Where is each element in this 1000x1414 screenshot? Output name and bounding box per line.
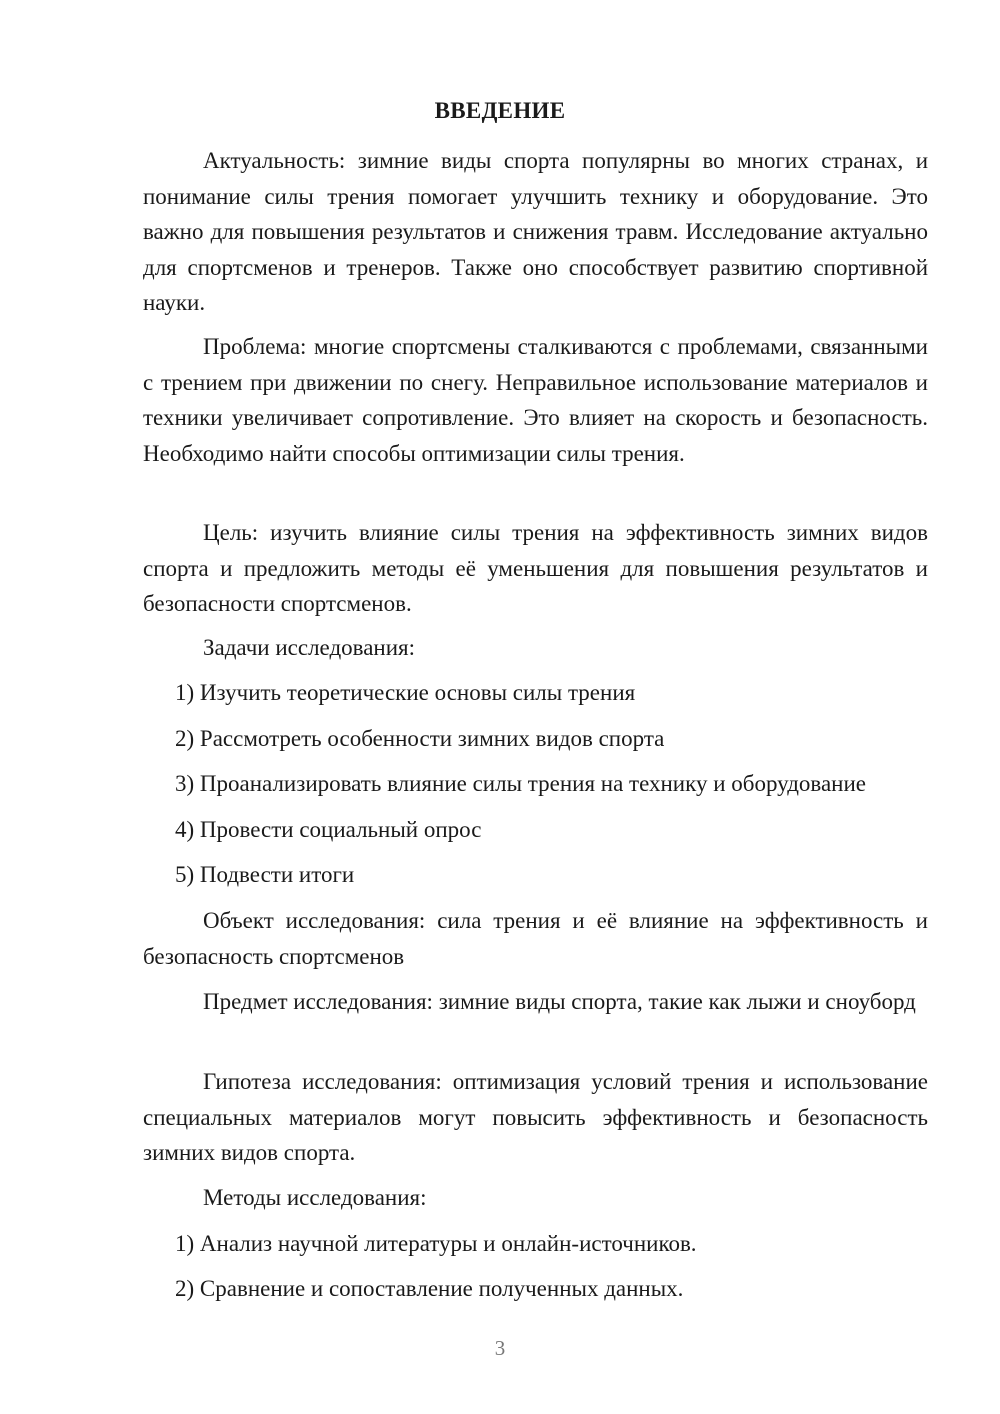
paragraph-problem: Проблема: многие спортсмены сталкиваются с проблемами, связанными с трением при движении по снегу. Неправильное использование материалов и техники увеличивает сопротивление. Это влияет на скорость и безопасность. Необходимо найти способы оптимизации силы трения. (143, 334, 928, 466)
task-item-4: 4) Провести социальный опрос (175, 817, 482, 842)
paragraph-goal: Цель: изучить влияние силы трения на эффективность зимних видов спорта и предложить методы её уменьшения для повышения результатов и безопасности спортсменов. (143, 520, 928, 616)
paragraph-object: Объект исследования: сила трения и её влияние на эффективность и безопасность спортсменов (143, 908, 928, 969)
task-item-1: 1) Изучить теоретические основы силы трения (175, 680, 636, 705)
task-item-5: 5) Подвести итоги (175, 862, 355, 887)
page-title: ВВЕДЕНИЕ (434, 98, 566, 123)
tasks-heading: Задачи исследования: (203, 635, 416, 660)
page-number: 3 (494, 1336, 506, 1360)
method-item-2: 2) Сравнение и сопоставление полученных данных. (175, 1276, 684, 1301)
methods-heading: Методы исследования: (203, 1185, 427, 1210)
method-item-1: 1) Анализ научной литературы и онлайн-источников. (175, 1231, 697, 1256)
paragraph-relevance: Актуальность: зимние виды спорта популярны во многих странах, и понимание силы трения помогает улучшить технику и оборудование. Это важно для повышения результатов и снижения травм. Исследование актуально для спортсменов и тренеров. Также оно способствует развитию спортивной науки. (143, 148, 928, 315)
paragraph-subject: Предмет исследования: зимние виды спорта, такие как лыжи и сноуборд (203, 989, 916, 1014)
task-item-3: 3) Проанализировать влияние силы трения на технику и оборудование (175, 771, 867, 796)
task-item-2: 2) Рассмотреть особенности зимних видов спорта (175, 726, 665, 751)
paragraph-hypothesis: Гипотеза исследования: оптимизация условий трения и использование специальных материалов могут повысить эффективность и безопасность зимних видов спорта. (143, 1069, 928, 1165)
